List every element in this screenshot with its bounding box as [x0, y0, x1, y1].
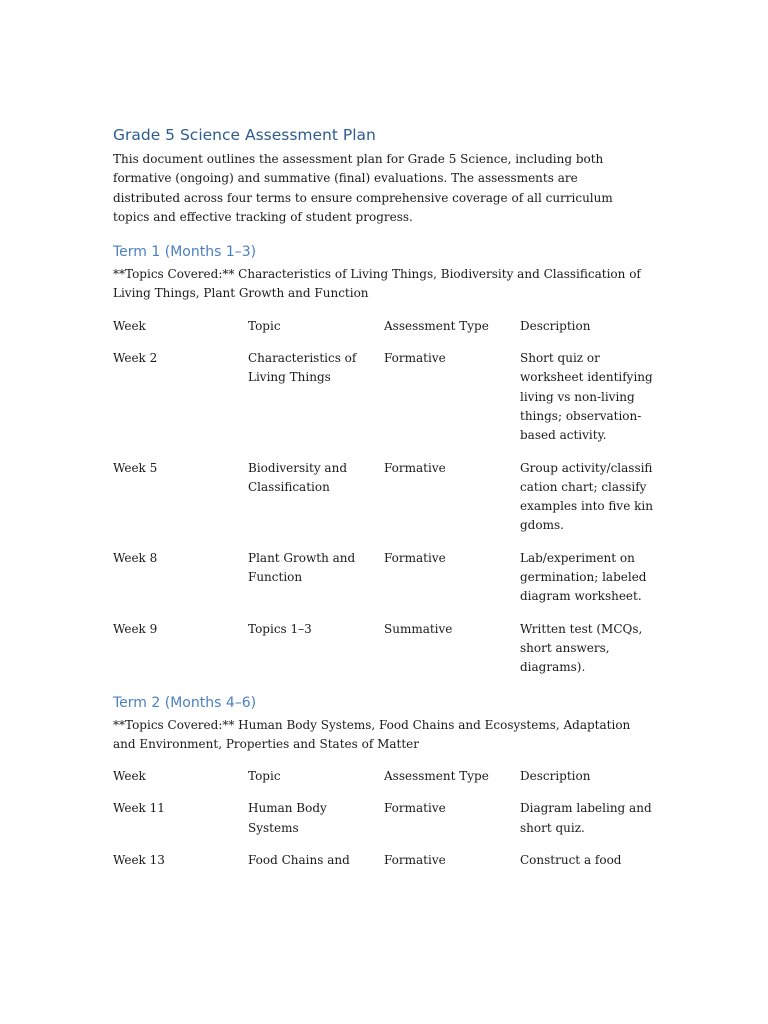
document-title: Grade 5 Science Assessment Plan [113, 126, 376, 144]
header-topic: Topic [248, 769, 281, 784]
cell-topic: Human Body Systems [248, 801, 327, 835]
term-1-section [113, 242, 653, 690]
table-row [113, 620, 655, 691]
cell-week: Week 5 [113, 460, 158, 475]
table-row [113, 549, 655, 620]
cell-description: Lab/experiment on germination; labeled diagram worksheet. [520, 550, 647, 604]
cell-description: Construct a food [520, 853, 622, 868]
table-row [113, 851, 655, 883]
cell-week: Week 11 [113, 801, 165, 816]
cell-assessment-type: Formative [384, 351, 446, 366]
cell-assessment-type: Summative [384, 621, 453, 636]
cell-topic: Biodiversity and Classification [248, 460, 347, 494]
cell-week: Week 8 [113, 550, 158, 565]
table-header-row [113, 767, 655, 799]
table-row [113, 459, 655, 549]
cell-topic: Topics 1–3 [248, 621, 312, 636]
header-description: Description [520, 318, 591, 333]
table-row [113, 349, 655, 458]
term-2-topics: **Topics Covered:** Human Body Systems, Food Chains and Ecosystems, Adaptation and Environment, Properties and States of Matter [113, 717, 631, 751]
cell-description: Diagram labeling and short quiz. [520, 801, 652, 835]
header-topic: Topic [248, 318, 281, 333]
term-1-topics: **Topics Covered:** Characteristics of Living Things, Biodiversity and Classification of Living Things, Plant Growth and Function [113, 267, 641, 301]
cell-description: Short quiz or worksheet identifying living vs non-living things; observation-based activity. [520, 351, 653, 443]
table-row [113, 799, 655, 851]
term-1-table [113, 317, 655, 691]
cell-topic: Characteristics of Living Things [248, 351, 357, 385]
cell-assessment-type: Formative [384, 550, 446, 565]
header-description: Description [520, 769, 591, 784]
intro-paragraph: This document outlines the assessment plan for Grade 5 Science, including both formative (ongoing) and summative (final) evaluations. The assessments are distributed across four terms to ensure comprehensive coverage of all curriculum topics and effective tracking of student progress. [113, 152, 613, 224]
cell-assessment-type: Formative [384, 853, 446, 868]
document-body [113, 124, 653, 883]
term-2-section [113, 693, 652, 884]
cell-assessment-type: Formative [384, 460, 446, 475]
cell-topic: Food Chains and [248, 853, 350, 868]
table-header-row [113, 317, 655, 349]
header-assessment-type: Assessment Type [384, 318, 489, 333]
header-week: Week [113, 769, 146, 784]
cell-description: Written test (MCQs, short answers, diagrams). [520, 621, 643, 675]
term-2-table [113, 767, 655, 883]
cell-week: Week 2 [113, 351, 158, 366]
header-assessment-type: Assessment Type [384, 769, 489, 784]
term-1-heading: Term 1 (Months 1–3) [113, 244, 257, 261]
cell-week: Week 9 [113, 621, 158, 636]
cell-description: Group activity/classification chart; classify examples into five kingdoms. [520, 460, 653, 533]
cell-topic: Plant Growth and Function [248, 550, 356, 585]
term-2-heading: Term 2 (Months 4–6) [113, 694, 257, 711]
header-week: Week [113, 318, 146, 333]
cell-assessment-type: Formative [384, 801, 446, 816]
cell-week: Week 13 [113, 853, 165, 868]
